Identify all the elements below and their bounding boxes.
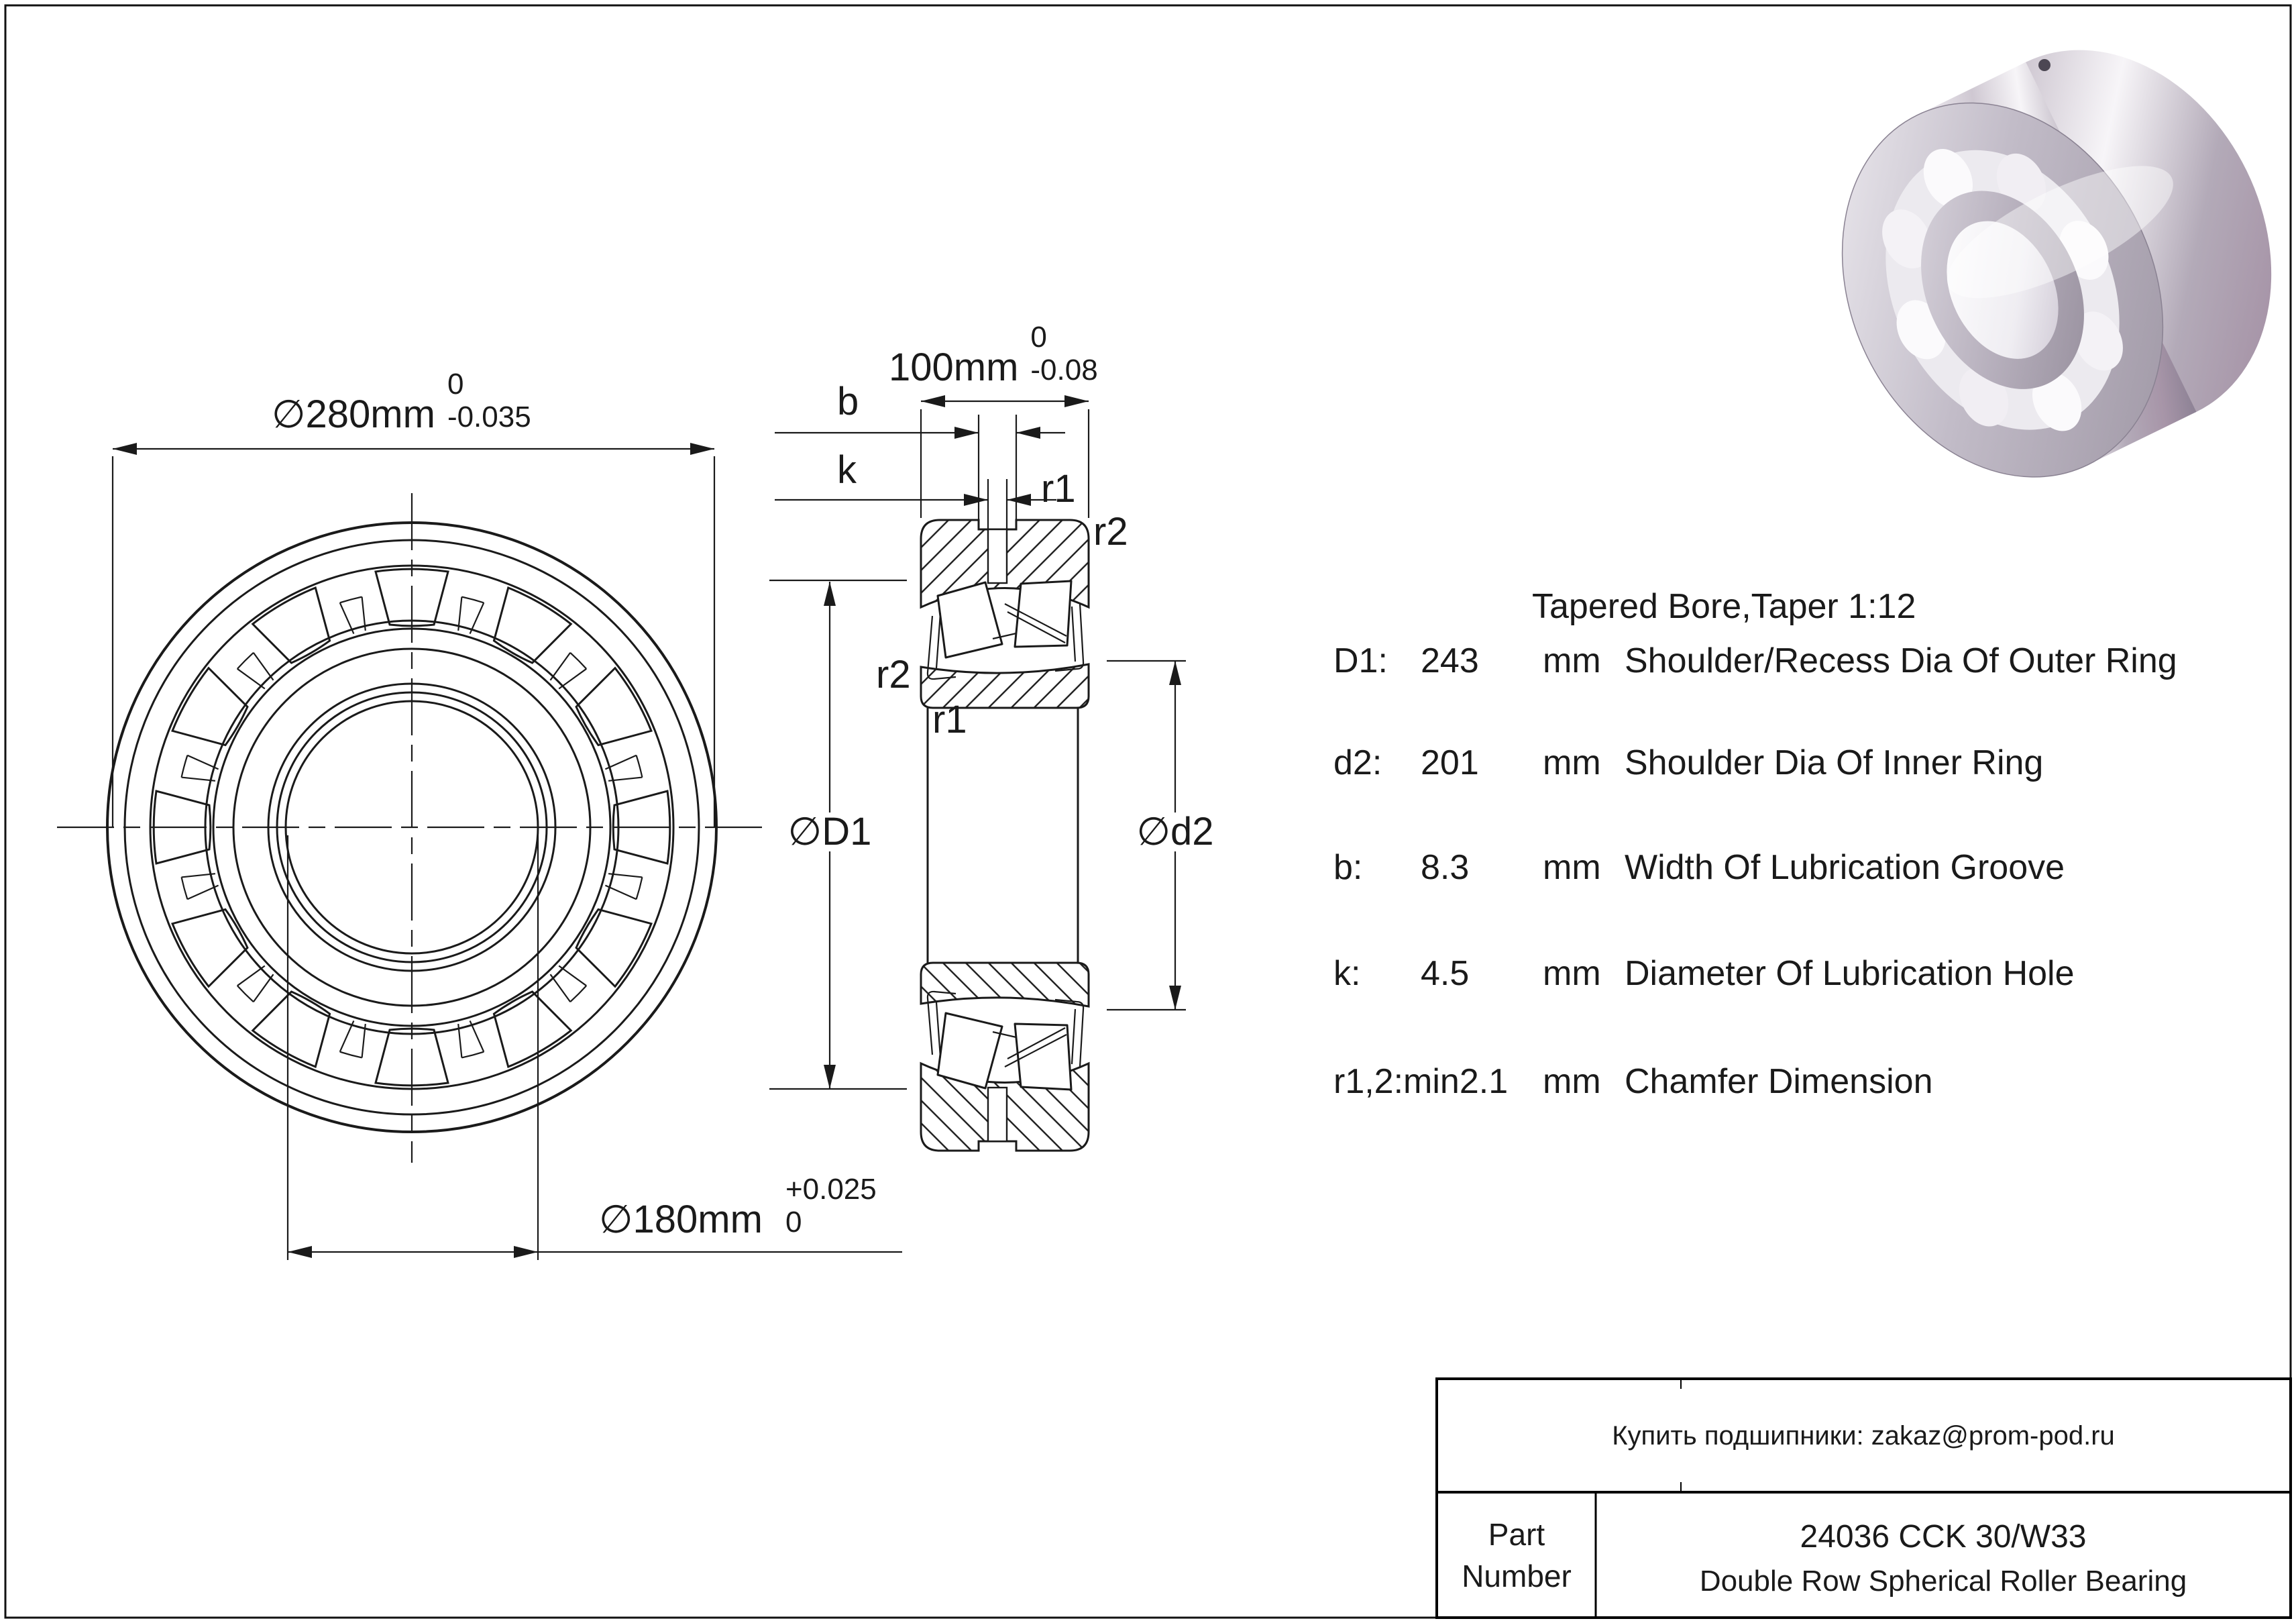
spec-unit: mm — [1543, 848, 1601, 887]
spec-row-D1 — [0, 641, 2296, 684]
part-label-line1: Part — [1488, 1516, 1545, 1552]
width-dimension-text — [889, 321, 1098, 387]
label-k: k — [837, 448, 857, 492]
spec-desc: Diameter Of Lubrication Hole — [1625, 954, 2075, 993]
spec-unit: mm — [1543, 954, 1601, 993]
spec-unit: mm — [1543, 641, 1601, 680]
spec-label: b: — [1333, 848, 1363, 887]
bore-diameter-tolerance: +0.025 0 — [785, 1173, 877, 1239]
label-d2: ∅d2 — [1130, 813, 1220, 851]
spec-row-r12 — [0, 1061, 2296, 1104]
outer-diameter-value: ∅280mm — [272, 392, 435, 436]
width-value: 100mm — [889, 345, 1019, 389]
spec-row-b — [0, 847, 2296, 890]
label-r2-left: r2 — [876, 653, 911, 696]
spec-label: k: — [1333, 954, 1361, 993]
spec-desc: Shoulder/Recess Dia Of Outer Ring — [1625, 641, 2177, 680]
width-tolerance: 0 -0.08 — [1030, 321, 1098, 387]
spec-value: 4.5 — [1421, 954, 1470, 993]
label-r1-left: r1 — [932, 698, 967, 741]
spec-row-d2 — [0, 743, 2296, 786]
spec-unit: mm — [1543, 1062, 1601, 1101]
bearing-3d-render — [1782, 0, 2296, 531]
part-number-label — [1462, 1514, 1572, 1597]
section-view — [921, 520, 1089, 1151]
spec-label: d2: — [1333, 743, 1382, 782]
bore-diameter-dimension-text — [599, 1173, 877, 1239]
spec-desc: Width Of Lubrication Groove — [1625, 848, 2065, 887]
lubrication-hole-dot — [2038, 59, 2051, 71]
bore-diameter-value: ∅180mm — [599, 1197, 763, 1241]
spec-value: 201 — [1421, 743, 1479, 782]
spec-value: 243 — [1421, 641, 1479, 680]
spec-desc: Shoulder Dia Of Inner Ring — [1625, 743, 2044, 782]
label-r2-top: r2 — [1093, 510, 1128, 554]
spec-desc: Chamfer Dimension — [1625, 1062, 1933, 1101]
label-D1: ∅D1 — [781, 813, 879, 851]
spec-label: r1,2:min2.1 — [1333, 1062, 1509, 1101]
spec-row-k — [0, 953, 2296, 996]
part-label-line2: Number — [1462, 1559, 1572, 1593]
contact-text: Купить подшипники: zakaz@prom-pod.ru — [1612, 1421, 2115, 1451]
spec-unit: mm — [1543, 743, 1601, 782]
label-b: b — [837, 380, 859, 423]
dimension-groove-b — [775, 415, 1065, 520]
outer-diameter-dimension-text — [272, 368, 531, 434]
part-number-value: 24036 CCK 30/W33 — [1800, 1519, 2087, 1555]
part-description: Double Row Spherical Roller Bearing — [1699, 1565, 2187, 1598]
label-r1-top: r1 — [1041, 467, 1076, 511]
spec-title: Tapered Bore,Taper 1:12 — [1532, 587, 1916, 626]
dimension-hole-k — [775, 479, 1056, 529]
outer-diameter-tolerance: 0 -0.035 — [447, 368, 531, 434]
spec-value: 8.3 — [1421, 848, 1470, 887]
spec-label: D1: — [1333, 641, 1388, 680]
